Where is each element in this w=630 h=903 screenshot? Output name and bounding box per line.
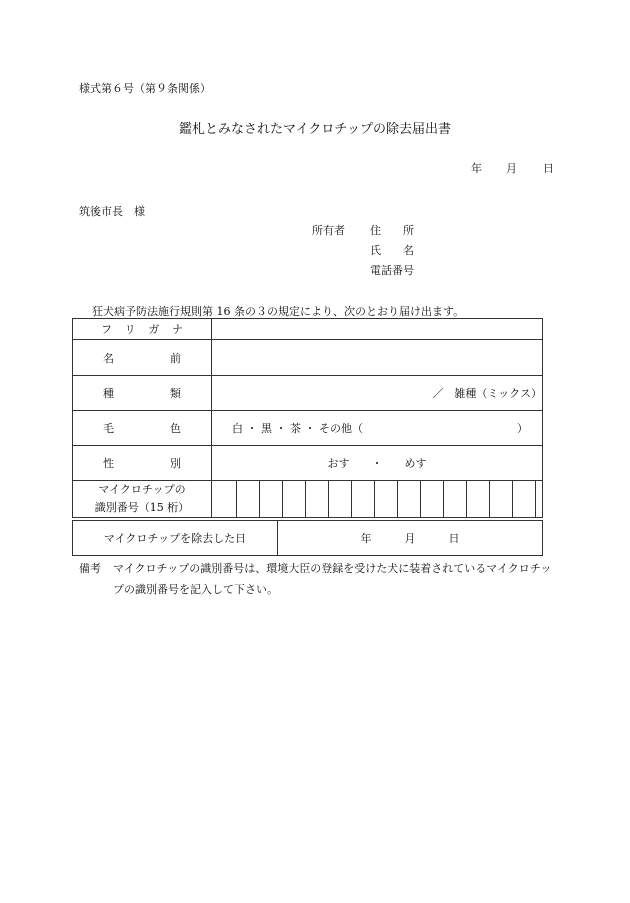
removal-date-value: 年 月 日 (360, 532, 460, 545)
sex-options: おす ・ めす (327, 457, 427, 470)
removal-date-table (72, 520, 543, 556)
chip-digit-cell[interactable] (306, 481, 329, 517)
chip-digit-cell[interactable] (283, 481, 306, 517)
notification-form-table (72, 318, 543, 518)
chip-digit-cell[interactable] (421, 481, 444, 517)
color-row (73, 411, 543, 446)
furigana-label: フ リ ガ ナ (73, 319, 212, 340)
furigana-row (73, 319, 543, 340)
type-field[interactable] (212, 376, 543, 411)
chip-digit-cell[interactable] (375, 481, 398, 517)
chip-digit-cell[interactable] (329, 481, 352, 517)
chip-id-field (212, 481, 543, 518)
chip-digit-cell[interactable] (513, 481, 536, 517)
chip-digit-cell[interactable] (260, 481, 283, 517)
chip-digit-cell[interactable] (536, 481, 542, 517)
furigana-field[interactable] (212, 319, 543, 340)
owner-address-label: 住 所 (370, 224, 414, 237)
name-field[interactable] (212, 340, 543, 376)
sex-label: 性 別 (73, 446, 212, 481)
date-day: 日 (543, 162, 554, 175)
removal-date-label: マイクロチップを除去した日 (73, 521, 278, 556)
remarks-text: マイクロチップの識別番号は、環境大臣の登録を受けた犬に装着されているマイクロチップの識別番号を記入して下さい。 (113, 562, 552, 596)
form-number: 様式第６号（第９条関係） (79, 82, 211, 95)
color-label: 毛 色 (73, 411, 212, 446)
sex-row (73, 446, 543, 481)
type-value: ／ 雑種（ミックス） (432, 387, 542, 400)
removal-date-row (73, 521, 543, 556)
color-close-paren: ） (517, 422, 528, 435)
color-field[interactable] (212, 411, 543, 446)
owner-name-label: 氏 名 (370, 244, 414, 257)
type-row (73, 376, 543, 411)
color-options: 白 ・ 黒 ・ 茶 ・ その他（ (232, 422, 363, 435)
name-row (73, 340, 543, 376)
owner-phone-label: 電話番号 (370, 264, 414, 277)
chip-digit-cell[interactable] (490, 481, 513, 517)
chip-digit-cell[interactable] (237, 481, 260, 517)
chip-digit-cell[interactable] (352, 481, 375, 517)
chip-digit-cell[interactable] (444, 481, 467, 517)
submission-date (471, 160, 554, 176)
intro-statement: 狂犬病予防法施行規則第 16 条の３の規定により、次のとおり届け出ます。 (92, 305, 465, 318)
owner-label: 所有者 (312, 224, 345, 237)
addressee: 筑後市長 様 (79, 205, 145, 218)
chip-id-label: マイクロチップの 識別番号（15 桁） (73, 481, 212, 518)
chip-id-row (73, 481, 543, 518)
date-year: 年 (471, 162, 482, 175)
chip-digit-cell[interactable] (467, 481, 490, 517)
name-label: 名 前 (73, 340, 212, 376)
removal-date-field[interactable] (278, 521, 543, 556)
document-title: 鑑札とみなされたマイクロチップの除去届出書 (178, 122, 452, 137)
remarks-label: 備考 (79, 562, 101, 575)
chip-digit-cell[interactable] (212, 481, 237, 517)
type-label: 種 類 (73, 376, 212, 411)
sex-field[interactable] (212, 446, 543, 481)
chip-digit-cell[interactable] (398, 481, 421, 517)
date-month: 月 (506, 162, 517, 175)
